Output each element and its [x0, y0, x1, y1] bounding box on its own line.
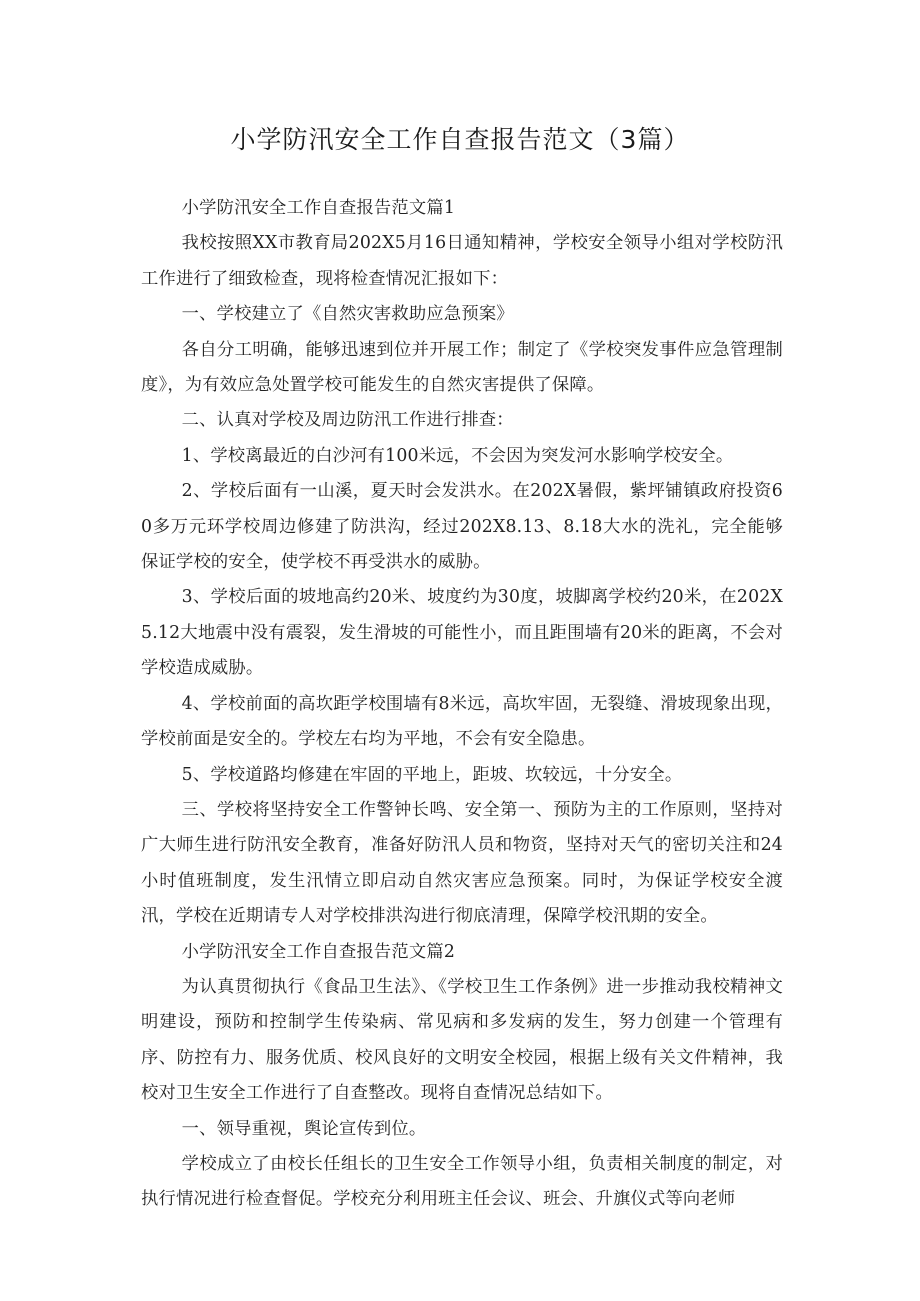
paragraph: 3、学校后面的坡地高约20米、坡度约为30度，坡脚离学校约20米，在202X5.12大地震中没有震裂，发生滑坡的可能性小，而且距围墙有20米的距离，不会对学校造成威胁。 [141, 587, 783, 679]
paragraph: 三、学校将坚持安全工作警钟长鸣、安全第一、预防为主的工作原则，坚持对广大师生进行防汛安全教育，准备好防汛人员和物资，坚持对天气的密切关注和24小时值班制度，发生汛情立即启动自然灾害应急预案。同时，为保证学校安全渡汛，学校在近期请专人对学校排洪沟进行彻底清理，保障学校汛期的安全。 [141, 799, 783, 927]
paragraph: 2、学校后面有一山溪，夏天时会发洪水。在202X暑假，紫坪铺镇政府投资60多万元环学校周边修建了防洪沟，经过202X8.13、8.18大水的洗礼，完全能够保证学校的安全，使学校不再受洪水的威胁。 [141, 481, 783, 573]
paragraph: 4、学校前面的高坎距学校围墙有8米远，高坎牢固，无裂缝、滑坡现象出现，学校前面是安全的。学校左右均为平地，不会有安全隐患。 [141, 693, 783, 750]
paragraph: 我校按照XX市教育局202X5月16日通知精神，学校安全领导小组对学校防汛工作进行了细致检查，现将检查情况汇报如下： [141, 233, 783, 289]
paragraph: 各自分工明确，能够迅速到位并开展工作；制定了《学校突发事件应急管理制度》，为有效应急处置学校可能发生的自然灾害提供了保障。 [141, 339, 783, 396]
paragraph: 一、学校建立了《自然灾害救助应急预案》 [181, 304, 514, 325]
section-heading-2: 小学防汛安全工作自查报告范文篇2 [181, 941, 456, 962]
paragraph: 5、学校道路均修建在牢固的平地上，距坡、坎较远，十分安全。 [181, 764, 683, 785]
document-body [141, 191, 783, 1218]
paragraph: 1、学校离最近的白沙河有100米远，不会因为突发河水影响学校安全。 [181, 445, 734, 466]
paragraph: 为认真贯彻执行《食品卫生法》、《学校卫生工作条例》进一步推动我校精神文明建设，预防和控制学生传染病、常见病和多发病的发生，努力创建一个管理有序、防控有力、服务优质、校风良好的文明安全校园，根据上级有关文件精神，我校对卫生安全工作进行了自查整改。现将自查情况总结如下。 [141, 976, 783, 1104]
paragraph: 一、领导重视，舆论宣传到位。 [181, 1118, 427, 1139]
paragraph: 学校成立了由校长任组长的卫生安全工作领导小组，负责相关制度的制定，对执行情况进行检查督促。学校充分利用班主任会议、班会、升旗仪式等向老师 [141, 1153, 783, 1210]
document-title: 小学防汛安全工作自查报告范文（3篇） [230, 125, 690, 154]
section-heading-1: 小学防汛安全工作自查报告范文篇1 [181, 198, 456, 218]
paragraph: 二、认真对学校及周边防汛工作进行排查： [181, 410, 514, 431]
